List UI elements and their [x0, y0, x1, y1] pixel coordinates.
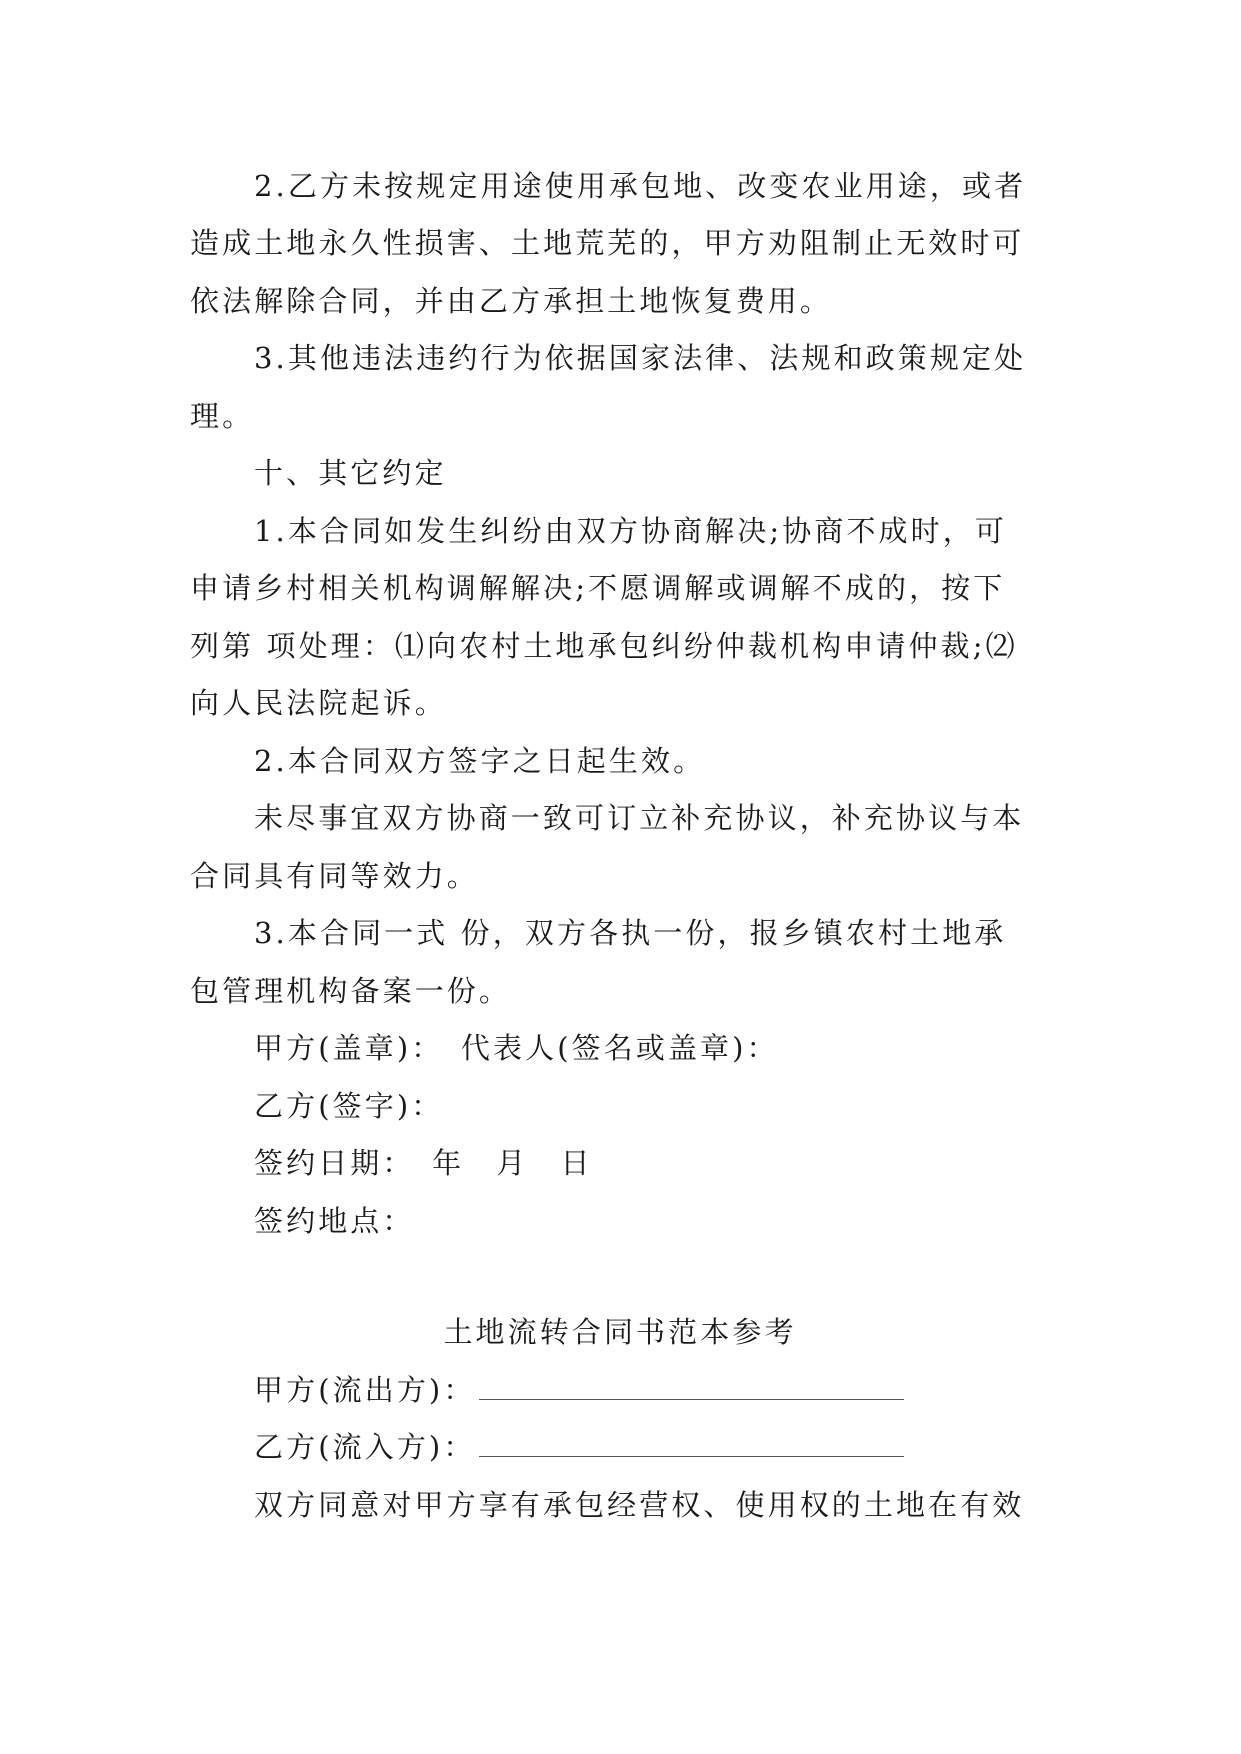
party-a-label: 甲方(流出方)： — [254, 1373, 476, 1407]
paragraph-line: 3.本合同一式 份，双方各执一份，报乡镇农村土地承 — [254, 916, 1007, 950]
paragraph-line: 2.乙方未按规定用途使用承包地、改变农业用途，或者 — [254, 169, 1027, 203]
paragraph-line: 1.本合同如发生纠纷由双方协商解决;协商不成时，可 — [254, 514, 1007, 548]
party-b-blank — [479, 1430, 904, 1457]
paragraph-line: 包管理机构备案一份。 — [190, 974, 512, 1008]
paragraph-line: 列第 项处理：⑴向农村土地承包纠纷仲裁机构申请仲裁;⑵ — [190, 629, 1018, 663]
paragraph-line: 申请乡村相关机构调解解决;不愿调解或调解不成的，按下 — [190, 571, 1006, 605]
paragraph-line: 未尽事宜双方协商一致可订立补充协议，补充协议与本 — [254, 801, 1025, 835]
party-b-label: 乙方(流入方)： — [254, 1430, 476, 1464]
party-b-field — [254, 1427, 1050, 1467]
signing-place-line: 签约地点： — [254, 1204, 415, 1238]
contract-title: 土地流转合同书范本参考 — [443, 1315, 797, 1349]
paragraph-line: 依法解除合同，并由乙方承担土地恢复费用。 — [190, 284, 833, 318]
paragraph-line: 向人民法院起诉。 — [190, 686, 447, 720]
paragraph-line: 合同具有同等效力。 — [190, 859, 479, 893]
party-a-field — [254, 1370, 1050, 1410]
section-heading: 十、其它约定 — [254, 456, 447, 490]
paragraph-line: 双方同意对甲方享有承包经营权、使用权的土地在有效 — [254, 1488, 1025, 1522]
signing-date-line: 签约日期： 年 月 日 — [254, 1146, 593, 1180]
paragraph-line: 造成土地永久性损害、土地荒芜的，甲方劝阻制止无效时可 — [190, 226, 1025, 260]
paragraph-line: 3.其他违法违约行为依据国家法律、法规和政策规定处 — [254, 341, 1027, 375]
signature-line-party-b: 乙方(签字)： — [254, 1089, 444, 1123]
paragraph-line: 理。 — [190, 399, 255, 433]
party-a-blank — [479, 1373, 904, 1400]
paragraph-line: 2.本合同双方签字之日起生效。 — [254, 744, 706, 778]
signature-line-party-a: 甲方(盖章)： 代表人(签名或盖章)： — [254, 1031, 779, 1065]
